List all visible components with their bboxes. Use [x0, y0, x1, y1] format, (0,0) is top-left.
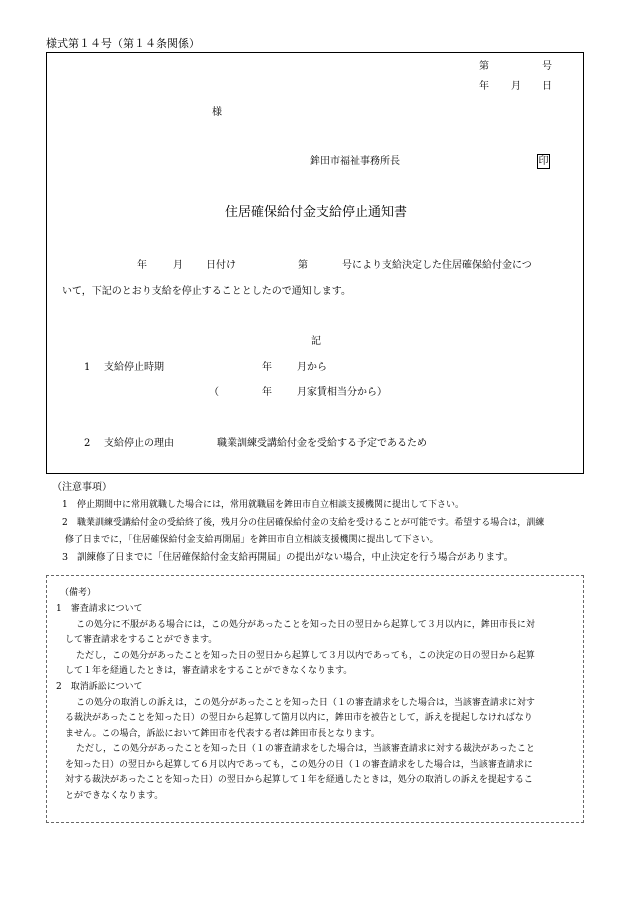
note2-text-b: 修了日までに，「住居確保給付金支給再開届」を鉾田市自立相談支援機関に提出して下さい。	[65, 535, 439, 545]
note3-text: 訓練修了日までに「住居確保給付金支給再開届」の提出がない場合，中止決定を行う場合があります。	[77, 552, 514, 563]
item2-reason: 職業訓練受講給付金を受給する予定であるため	[217, 438, 427, 449]
body-line2: いて，下記のとおり支給を停止することとしたので通知します。	[62, 286, 351, 297]
note3-number: 3	[62, 552, 69, 563]
remarks-s2-p1b: る裁決があったことを知った日）の翌日から起算して箇月以内に，鉾田市を被告として，訴えを提起しなければなり	[65, 713, 533, 723]
remarks-s2-p2b: を知った日）の翌日から起算して６月以内であっても，この処分の日（１の審査請求をした場合は，当該審査請求に	[65, 760, 533, 770]
item1-paren-open: （	[209, 387, 219, 398]
form-number-label: 様式第１４号（第１４条関係）	[46, 37, 200, 50]
remarks-s2-p1c: ません。この場合，訴訟において鉾田市を代表する者は鉾田市長となります。	[65, 729, 380, 739]
body-month: 月	[173, 260, 183, 271]
remarks-s1-p2b: して１年を経過したときは，審査請求をすることができなくなります。	[65, 666, 353, 676]
seal-mark: 印	[538, 156, 549, 167]
item1-label: 支給停止時期	[104, 362, 164, 373]
remarks-s1-title: 1 審査請求について	[56, 604, 143, 614]
remarks-s2-p2c: 対する裁決があったことを知った日）の翌日から起算して１年を経過したときは，処分の取消しの訴えを提起するこ	[65, 775, 533, 785]
item2-number: 2	[84, 438, 91, 449]
item1-paren-text: 月家賃相当分から）	[297, 387, 387, 398]
remarks-s2-p1a: この処分の取消しの訴えは，この処分があったことを知った日（１の審査請求をした場合は，当該審査請求に対す	[76, 698, 535, 708]
date-year: 年	[479, 81, 489, 92]
item2-label: 支給停止の理由	[104, 438, 174, 449]
body-dated: 日付け	[206, 260, 236, 271]
notes-heading: （注意事項）	[52, 482, 112, 493]
body-dai: 第	[298, 260, 308, 271]
date-day: 日	[542, 81, 552, 92]
note2-number: 2	[62, 518, 68, 528]
note2-text-a: 職業訓練受講給付金の受給終了後，残月分の住居確保給付金の支給を受けることが可能です。希望する場合は，訓練	[77, 518, 545, 528]
body-line1-text: 号により支給決定した住居確保給付金につ	[342, 260, 532, 271]
item1-month-from: 月から	[297, 362, 327, 373]
remarks-s2-p2d: とができなくなります。	[65, 791, 164, 801]
addressee-suffix: 様	[212, 107, 222, 118]
body-year: 年	[137, 260, 147, 271]
date-month: 月	[511, 81, 521, 92]
remarks-s1-p1b: して審査請求をすることができます。	[65, 635, 218, 645]
document-title: 住居確保給付金支給停止通知書	[225, 205, 408, 220]
item1-paren-year: 年	[262, 387, 272, 398]
item1-year: 年	[262, 362, 272, 373]
number-suffix: 号	[542, 61, 552, 72]
remarks-s1-p1a: この処分に不服がある場合には，この処分があったことを知った日の翌日から起算して３月以内に，鉾田市長に対	[76, 620, 535, 630]
remarks-s1-p2a: ただし，この処分があったことを知った日の翌日から起算して３月以内であっても，この決定の日の翌日から起算	[76, 651, 535, 661]
note1-text: 停止期間中に常用就職した場合には，常用就職届を鉾田市自立相談支援機関に提出して下さい。	[77, 500, 465, 510]
number-prefix: 第	[479, 61, 489, 72]
ki-marker: 記	[311, 336, 321, 347]
remarks-s2-p2a: ただし，この処分があったことを知った日（１の審査請求をした場合は，当該審査請求に対する裁決があったこと	[76, 744, 535, 754]
note1-number: 1	[62, 500, 68, 510]
remarks-s2-title: 2 取消訴訟について	[56, 682, 143, 692]
issuer-name: 鉾田市福祉事務所長	[310, 156, 400, 167]
remarks-heading: （備考）	[60, 588, 97, 598]
item1-number: 1	[84, 362, 91, 373]
